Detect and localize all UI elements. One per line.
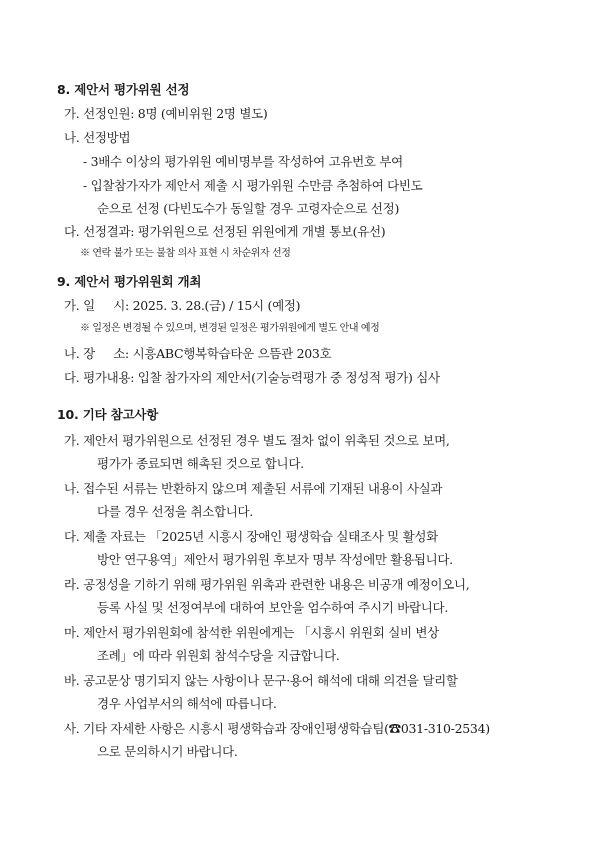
section-10-item-ga: 가. 제안서 평가위원으로 선정된 경우 별도 절차 없이 위촉된 것으로 보며, (64, 433, 450, 448)
section-8-bullet-2-cont: 순으로 선정 (다빈도수가 동일할 경우 고령자순으로 선정) (97, 201, 400, 216)
section-9-note: ※ 일정은 변경될 수 있으며, 변경된 일정은 평가위원에게 별도 안내 예정 (80, 323, 380, 334)
section-8-bullet-2: - 입찰참가자가 제안서 제출 시 평가위원 수만큼 추첨하여 다빈도 (83, 178, 423, 193)
section-10-item-ra: 라. 공정성을 기하기 위해 평가위원 위촉과 관련한 내용은 비공개 예정이오니, (64, 577, 470, 592)
section-8-item-ga: 가. 선정인원: 8명 (예비위원 2명 별도) (64, 106, 268, 121)
section-10-item-sa: 사. 기타 자세한 사항은 시흥시 평생학습과 장애인평생학습팀(☎031-310-2534) (64, 721, 490, 736)
section-10-item-da-cont: 방안 연구용역」제안서 평가위원 후보자 명부 작성에만 활용됩니다. (97, 552, 453, 567)
section-10-item-na-cont: 다를 경우 선정을 취소합니다. (97, 504, 253, 519)
section-9-item-na: 나. 장 소: 시흥ABC행복학습타운 으뜸관 203호 (64, 346, 332, 361)
section-10-item-da: 다. 제출 자료는 「2025년 시흥시 장애인 평생학습 실태조사 및 활성화 (64, 529, 438, 544)
section-10-item-na: 나. 접수된 서류는 반환하지 않으며 제출된 서류에 기재된 내용이 사실과 (64, 481, 443, 496)
section-10-item-ma-cont: 조례」에 따라 위원회 참석수당을 지급합니다. (97, 648, 340, 663)
section-10-item-ba: 바. 공고문상 명기되지 않는 사항이나 문구·용어 해석에 대해 의견을 달리할 (64, 673, 458, 688)
section-10-item-ba-cont: 경우 사업부서의 해석에 따릅니다. (97, 696, 277, 711)
section-8-note: ※ 연락 불가 또는 불참 의사 표현 시 차순위자 선정 (80, 248, 291, 259)
section-8-heading: 8. 제안서 평가위원 선정 (57, 82, 190, 97)
section-9-item-ga: 가. 일 시: 2025. 3. 28.(금) / 15시 (예정) (64, 298, 301, 313)
section-10-heading: 10. 기타 참고사항 (57, 407, 159, 422)
section-10-item-ma: 마. 제안서 평가위원회에 참석한 위원에게는 「시흥시 위원회 실비 변상 (64, 625, 439, 640)
section-10-item-sa-cont: 으로 문의하시기 바랍니다. (97, 744, 238, 759)
section-9-item-da: 다. 평가내용: 입찰 참가자의 제안서(기술능력평가 중 정성적 평가) 심사 (64, 370, 440, 385)
section-8-bullet-1: - 3배수 이상의 평가위원 예비명부를 작성하여 고유번호 부여 (83, 154, 403, 169)
section-8-item-na: 나. 선정방법 (64, 130, 131, 145)
section-10-item-ra-cont: 등록 사실 및 선정여부에 대하여 보안을 엄수하여 주시기 바랍니다. (97, 600, 448, 615)
section-9-heading: 9. 제안서 평가위원회 개최 (57, 274, 202, 289)
section-8-item-da: 다. 선정결과: 평가위원으로 선정된 위원에게 개별 통보(유선) (64, 224, 386, 239)
section-10-item-ga-cont: 평가가 종료되면 해촉된 것으로 합니다. (97, 456, 304, 471)
